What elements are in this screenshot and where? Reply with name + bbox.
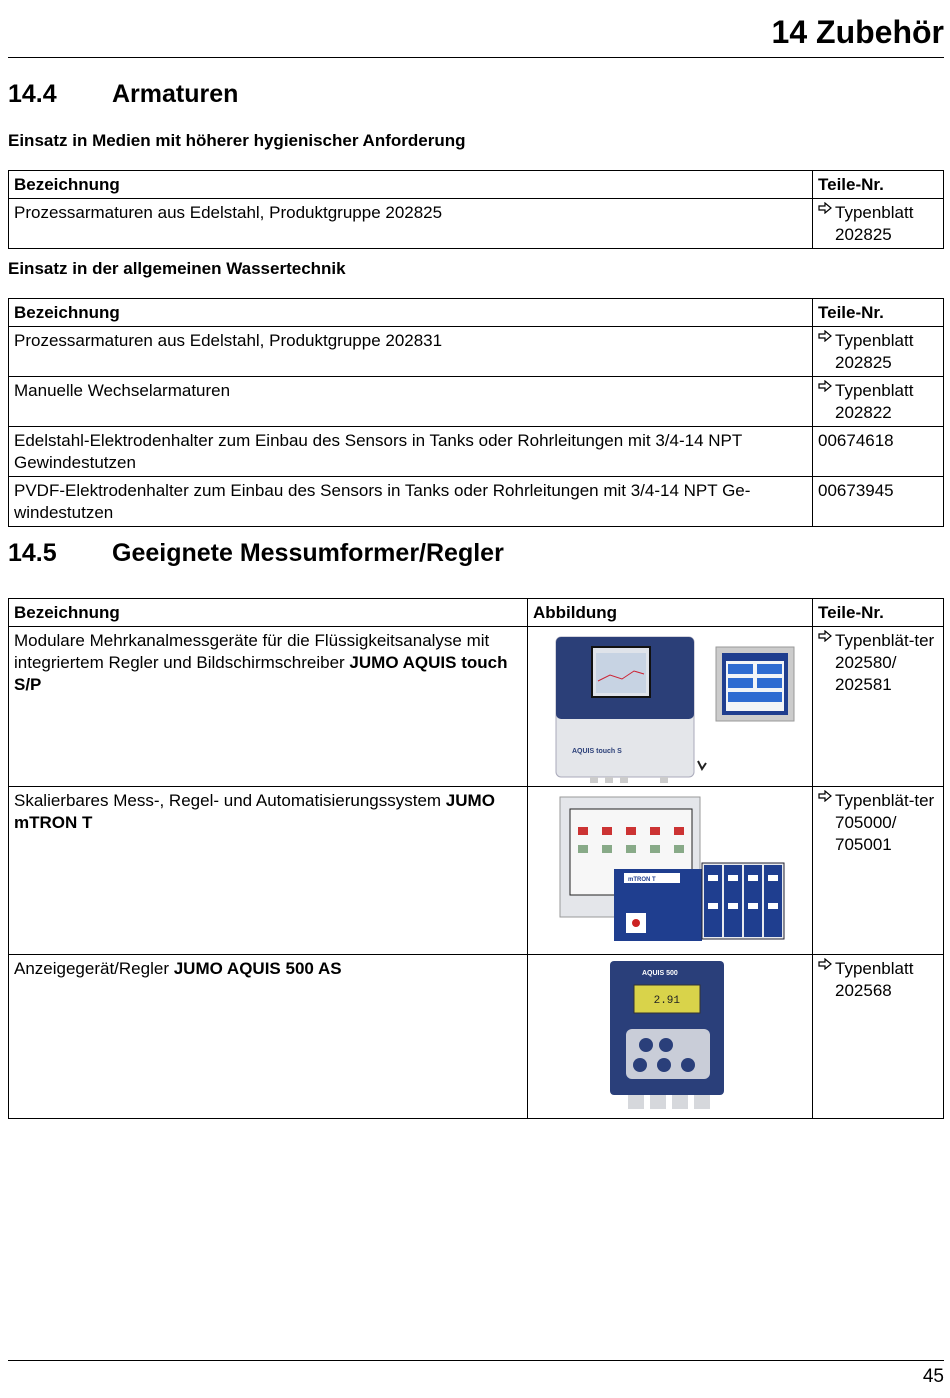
row-description: Edelstahl-Elektrodenhalter zum Einbau des Sensors in Tanks oder Rohrleitungen mit 3/4-14 NPT Gewindestutzen <box>9 427 813 477</box>
page-number: 45 <box>922 1366 944 1387</box>
column-header-designation: Bezeichnung <box>9 171 813 199</box>
row-reference[interactable] <box>813 327 944 377</box>
table-row <box>9 787 944 955</box>
reference-text: Typenblät-ter 705000/ 705001 <box>835 791 935 854</box>
table-row <box>9 327 944 377</box>
column-header-part-no: Teile-Nr. <box>813 171 944 199</box>
mtron-t-system-image <box>530 791 800 949</box>
aquis-500-device-image <box>530 959 800 1115</box>
subheading-water: Einsatz in der allgemeinen Wassertechnik <box>8 259 346 278</box>
arrow-right-icon <box>818 380 832 392</box>
row-reference[interactable] <box>813 199 944 249</box>
aquis-touch-device-image <box>530 631 800 783</box>
product-name: JUMO AQUIS 500 AS <box>173 959 342 978</box>
table-header-row <box>9 299 944 327</box>
display-value: 2.91 <box>653 995 680 1007</box>
table-row <box>9 427 944 477</box>
description-text: Anzeigegerät/Regler <box>14 959 174 978</box>
reference-text: Typenblatt 202822 <box>835 381 914 422</box>
table-transmitters <box>8 598 944 1119</box>
description-text: Skalierbares Mess-, Regel- und Automatisierungssystem <box>14 791 446 810</box>
footer-rule <box>8 1360 944 1361</box>
column-header-designation: Bezeichnung <box>9 599 528 627</box>
table-header-row <box>9 171 944 199</box>
table-row <box>9 627 944 787</box>
section-heading-14-5 <box>8 539 504 568</box>
table-water <box>8 298 944 527</box>
arrow-right-icon <box>818 630 832 642</box>
row-figure <box>528 627 813 787</box>
product-name: JUMO mTRON T <box>14 791 495 832</box>
row-figure <box>528 787 813 955</box>
arrow-right-icon <box>818 790 832 802</box>
device-label: mTRON T <box>628 877 656 883</box>
arrow-right-icon <box>818 202 832 214</box>
column-header-designation: Bezeichnung <box>9 299 813 327</box>
header-rule <box>8 57 944 58</box>
reference-text: Typenblatt 202825 <box>835 331 914 372</box>
row-description: Prozessarmaturen aus Edelstahl, Produktgruppe 202825 <box>9 199 813 249</box>
arrow-right-icon <box>818 330 832 342</box>
row-description <box>9 787 528 955</box>
column-header-part-no: Teile-Nr. <box>813 299 944 327</box>
table-row <box>9 199 944 249</box>
column-header-part-no: Teile-Nr. <box>813 599 944 627</box>
description-text: Modulare Mehrkanalmessgeräte für die Flüssigkeitsanalyse mit integriertem Regler und Bildschirmschreiber <box>14 631 490 672</box>
row-reference[interactable] <box>813 627 944 787</box>
row-reference[interactable] <box>813 377 944 427</box>
subheading-hygienic: Einsatz in Medien mit höherer hygienischer Anforderung <box>8 131 466 150</box>
row-reference[interactable] <box>813 955 944 1119</box>
reference-text: Typenblatt 202568 <box>835 959 914 1000</box>
arrow-right-icon <box>818 958 832 970</box>
row-description: PVDF-Elektrodenhalter zum Einbau des Sensors in Tanks oder Rohrleitungen mit 3/4-14 NPT Ge-windestutzen <box>9 477 813 527</box>
reference-text: Typenblatt 202825 <box>835 203 914 244</box>
table-hygienic <box>8 170 944 249</box>
column-header-figure: Abbildung <box>528 599 813 627</box>
device-label: AQUIS touch S <box>572 748 622 755</box>
section-heading-14-4 <box>8 80 238 109</box>
section-number: 14.5 <box>8 539 57 567</box>
reference-text: Typenblät-ter 202580/ 202581 <box>835 631 935 694</box>
row-description <box>9 955 528 1119</box>
row-figure <box>528 955 813 1119</box>
row-reference: 00674618 <box>813 427 944 477</box>
table-row <box>9 377 944 427</box>
section-title: Armaturen <box>112 80 239 108</box>
chapter-title: 14 Zubehör <box>771 14 944 50</box>
table-row <box>9 477 944 527</box>
row-description: Manuelle Wechselarmaturen <box>9 377 813 427</box>
table-header-row <box>9 599 944 627</box>
row-reference: 00673945 <box>813 477 944 527</box>
row-description <box>9 627 528 787</box>
section-title: Geeignete Messumformer/Regler <box>112 539 504 567</box>
table-row <box>9 955 944 1119</box>
row-description: Prozessarmaturen aus Edelstahl, Produktgruppe 202831 <box>9 327 813 377</box>
section-number: 14.4 <box>8 80 57 108</box>
row-reference[interactable] <box>813 787 944 955</box>
product-name: JUMO AQUIS touch S/P <box>14 653 508 694</box>
device-label: AQUIS 500 <box>642 970 678 977</box>
